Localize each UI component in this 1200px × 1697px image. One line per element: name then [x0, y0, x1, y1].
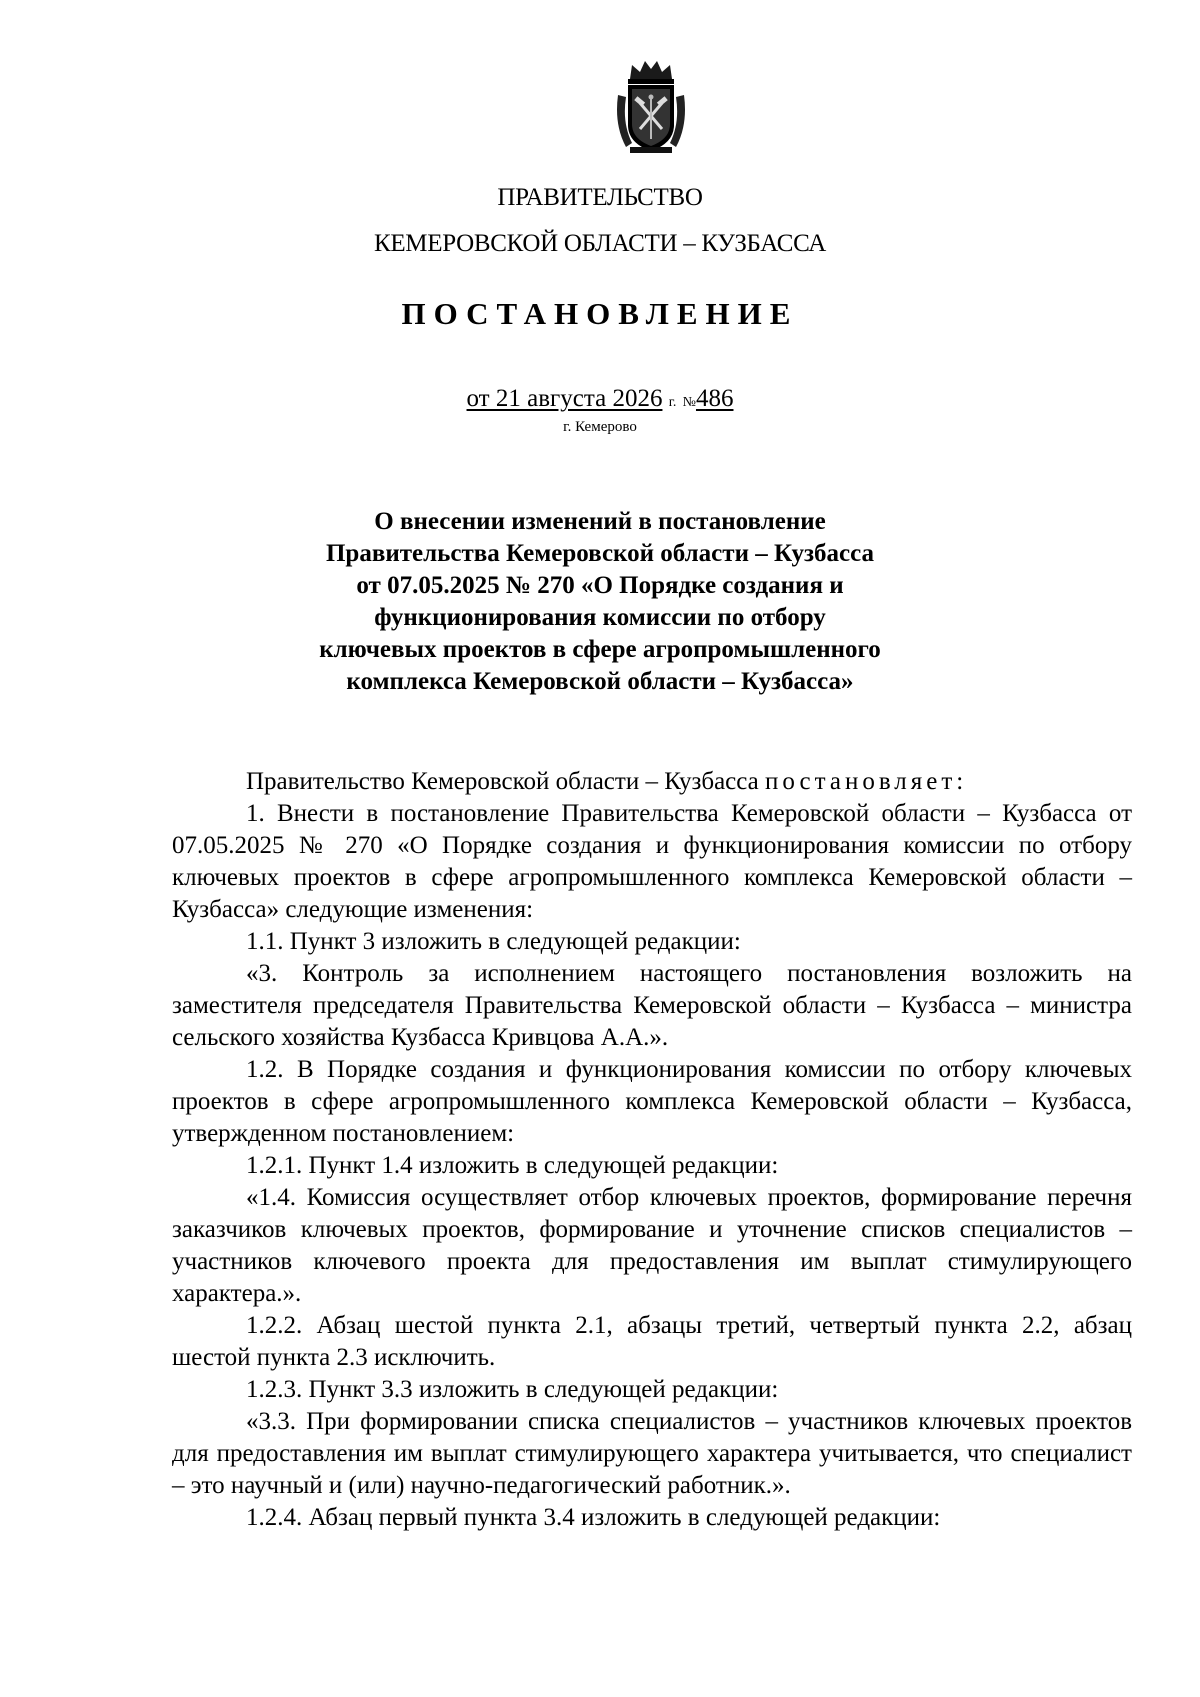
body-paragraph: 1.2. В Порядке создания и функционирования комиссии по отбору ключевых проектов в сфере агропромышленного комплекса Кемеровской области – Кузбасса, утвержденном постановлением: — [172, 1056, 1132, 1147]
body-paragraph: «3.3. При формировании списка специалистов – участников ключевых проектов для предоставления им выплат стимулирующего характера учитывается, что специалист – это научный и (или) научно-педагогический работник.». — [172, 1408, 1132, 1499]
year-suffix: г. — [668, 395, 677, 410]
decree-title — [250, 506, 950, 698]
date-number-line — [0, 385, 1200, 413]
title-line: комплекса Кемеровской области – Кузбасса» — [346, 668, 854, 695]
body-paragraph: 1.1. Пункт 3 изложить в следующей редакции: — [246, 928, 741, 955]
title-line: ключевых проектов в сфере агропромышленного — [319, 636, 881, 663]
decree-number: 486 — [695, 385, 734, 412]
body-paragraph: 1.2.1. Пункт 1.4 изложить в следующей редакции: — [246, 1152, 779, 1179]
city-name: г. Кемерово — [563, 419, 637, 435]
decree-date: от 21 августа 2026 — [466, 385, 663, 412]
body-paragraph: «1.4. Комиссия осуществляет отбор ключевых проектов, формирование перечня заказчиков ключевых проектов, формирование и уточнение списков специалистов – участников ключевого проекта для предоставления им выплат стимулирующего характера.». — [172, 1184, 1132, 1307]
body-paragraph: 1.2.4. Абзац первый пункта 3.4 изложить в следующей редакции: — [246, 1504, 941, 1531]
intro-paragraph — [172, 766, 1132, 798]
body-paragraph: 1.2.2. Абзац шестой пункта 2.1, абзацы третий, четвертый пункта 2.2, абзац шестой пункта 2.3 исключить. — [172, 1312, 1132, 1371]
title-line: О внесении изменений в постановление — [374, 508, 826, 535]
government-title-line1: ПРАВИТЕЛЬСТВО — [497, 184, 703, 211]
body-paragraph: «3. Контроль за исполнением настоящего постановления возложить на заместителя председателя Правительства Кемеровской области – Кузбасса – министра сельского хозяйства Кузбасса Кривцова А.А.». — [172, 960, 1132, 1051]
document-type-heading: ПОСТАНОВЛЕНИЕ — [401, 296, 799, 331]
title-line: от 07.05.2025 № 270 «О Порядке создания и — [356, 572, 844, 599]
government-title-line2: КЕМЕРОВСКОЙ ОБЛАСТИ – КУЗБАССА — [373, 230, 827, 257]
number-label: № — [682, 395, 696, 410]
title-line: Правительства Кемеровской области – Кузбасса — [325, 540, 875, 567]
resolves-word: постановляет: — [765, 768, 968, 795]
intro-text: Правительство Кемеровской области – Кузбасса — [246, 768, 759, 795]
body-paragraph: 1. Внести в постановление Правительства Кемеровской области – Кузбасса от 07.05.2025 № 270 «О Порядке создания и функционирования комиссии по отбору ключевых проектов в сфере агропромышленного комплекса Кемеровской области – Кузбасса» следующие изменения: — [172, 800, 1132, 923]
title-line: функционирования комиссии по отбору — [374, 604, 826, 631]
body-paragraph: 1.2.3. Пункт 3.3 изложить в следующей редакции: — [246, 1376, 779, 1403]
coat-of-arms-emblem — [614, 55, 688, 155]
decree-body — [172, 766, 1132, 1534]
